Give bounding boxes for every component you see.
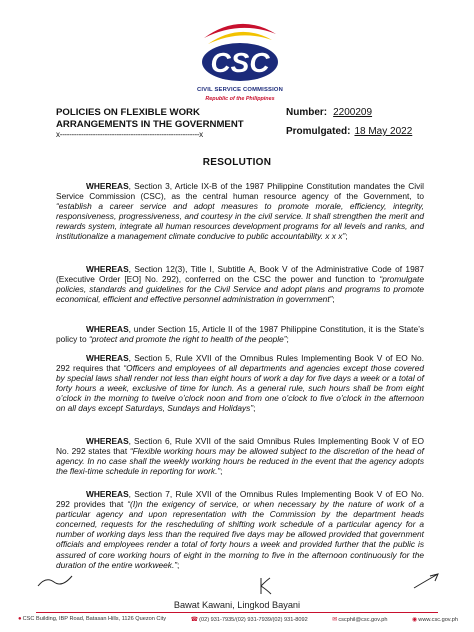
resolution-number	[286, 107, 372, 118]
number-label: Number:	[286, 107, 328, 118]
whereas-lead: WHEREAS	[86, 181, 129, 191]
whereas-lead: WHEREAS	[86, 436, 129, 446]
promulgated-label: Promulgated:	[286, 126, 351, 137]
number-value: 2200209	[333, 107, 373, 118]
whereas-paragraph-5	[56, 436, 424, 476]
paragraph-text: , Section 3, Article IX-B of the 1987 Philippine Constitution mandates the Civil Service Commission (CSC), as the central human resource agency of the Government, to	[56, 181, 424, 202]
footer-email	[332, 616, 387, 623]
whereas-paragraph-2	[56, 264, 424, 304]
paragraph-text: , Section 7, Rule XVII of the Omnibus Rules Implementing Book V of EO No. 292 provides that	[56, 489, 424, 510]
signature-mark-right	[412, 572, 440, 590]
initial-signature	[258, 576, 274, 596]
policy-title: POLICIES ON FLEXIBLE WORK ARRANGEMENTS IN THE GOVERNMENT	[56, 107, 244, 130]
paragraph-quote: “establish a career service and adopt measures to promote morale, efficiency, integrity, responsiveness, progressiveness, and courtesy in the civil service. It shall strengthen the merit and rewards system, integrate all human resources development programs for all levels and ranks, and institutionalize a management climate conducive to public accountability. x x x”	[56, 201, 424, 242]
footer-address	[18, 616, 166, 623]
csc-logo-mark	[196, 16, 284, 88]
footer-web	[412, 616, 458, 623]
phone-text: (02) 931-7935/(02) 931-7939/(02) 931-8092	[199, 617, 308, 623]
whereas-lead: WHEREAS	[86, 489, 129, 499]
promulgation-date	[286, 126, 412, 137]
paragraph-text: , under Section 15, Article II of the 1987 Philippine Constitution, it is the State’s policy to	[56, 324, 424, 345]
paragraph-quote: “Flexible working hours may be allowed subject to the discretion of the head of agency. In no case shall the weekly working hours be reduced in the event that the agency adopts the flexi-time schedule in reporting for work.”	[56, 446, 424, 477]
whereas-paragraph-3	[56, 324, 424, 344]
paragraph-text: , Section 6, Rule XVII of the said Omnibus Rules Implementing Book V of EO No. 292 states that	[56, 436, 424, 457]
paragraph-quote: “protect and promote the right to health of the people”	[88, 334, 287, 345]
whereas-lead: WHEREAS	[86, 353, 129, 363]
paragraph-tail: ;	[345, 231, 348, 242]
footer	[18, 616, 458, 623]
paragraph-tail: ;	[177, 559, 180, 570]
csc-logo	[196, 16, 284, 106]
location-pin-icon: ●	[18, 616, 22, 622]
paragraph-tail: ;	[332, 294, 335, 305]
whereas-paragraph-1	[56, 181, 424, 242]
paragraph-text: , Section 5, Rule XVII of the Omnibus Rules Implementing Book V of EO No. 292 requires that	[56, 353, 424, 374]
whereas-lead: WHEREAS	[86, 324, 129, 334]
email-icon: ✉	[332, 617, 338, 623]
paragraph-tail: ;	[220, 466, 223, 477]
whereas-paragraph-4	[56, 353, 424, 414]
promulgated-value: 18 May 2022	[354, 126, 413, 137]
motto: Bawat Kawani, Lingkod Bayani	[173, 600, 301, 610]
footer-phone	[191, 616, 308, 623]
globe-icon: ◉	[412, 617, 418, 623]
paragraph-quote: “Officers and employees of all departments and agencies except those covered by special laws shall render not less than eight hours of work a day for five days a week or a total of forty hours a week, exclusive of time for lunch. As a general rule, such hours shall be from eight o’clock in the morning to twelve o’clock noon and from one o’clock to five o’clock in the afternoon on all days except Saturdays, Sundays and Holidays”	[56, 363, 424, 414]
logo-republic: Republic of the Philippines	[205, 96, 275, 102]
paragraph-quote: “promulgate policies, standards and guidelines for the Civil Service and adopt plans and programs to promote economical, efficient and effective personnel administration in government”	[56, 274, 424, 305]
logo-text: CSC	[210, 47, 270, 78]
resolution-heading: RESOLUTION	[202, 157, 272, 168]
signature-mark-left	[36, 572, 76, 590]
title-separator: x-----------------------------------------------------------x	[56, 130, 203, 139]
whereas-lead: WHEREAS	[86, 264, 129, 274]
logo-commission-name: CIVIL SERVICE COMMISSION	[196, 87, 284, 93]
paragraph-tail: ;	[253, 403, 256, 414]
whereas-paragraph-6	[56, 489, 424, 570]
address-text: CSC Building, IBP Road, Batasan Hills, 1126 Quezon City	[22, 616, 167, 622]
paragraph-quote: “(I)n the exigency of service, or when necessary by the nature of work of a particular agency and upon representation with the Commission by the department heads concerned, requests for the rescheduling of shifting work schedule of a particular agency for a number of working days less than the required five days may be allowed provided that government officials and employees render a total of forty hours a week and provided further that the public is assured of core working hours of eight in the morning to five in the afternoon continuously for the duration of the entire workweek.”	[56, 499, 424, 570]
footer-divider	[36, 612, 438, 613]
phone-icon: ☎	[190, 617, 199, 623]
paragraph-tail: ;	[286, 334, 289, 345]
email-text: cscphil@csc.gov.ph	[338, 617, 388, 623]
web-text: www.csc.gov.ph	[418, 617, 458, 623]
paragraph-text: , Section 12(3), Title I, Subtitle A, Book V of the Administrative Code of 1987 (Executive Order [EO] No. 292), conferred on the CSC the power and function to	[56, 264, 424, 285]
